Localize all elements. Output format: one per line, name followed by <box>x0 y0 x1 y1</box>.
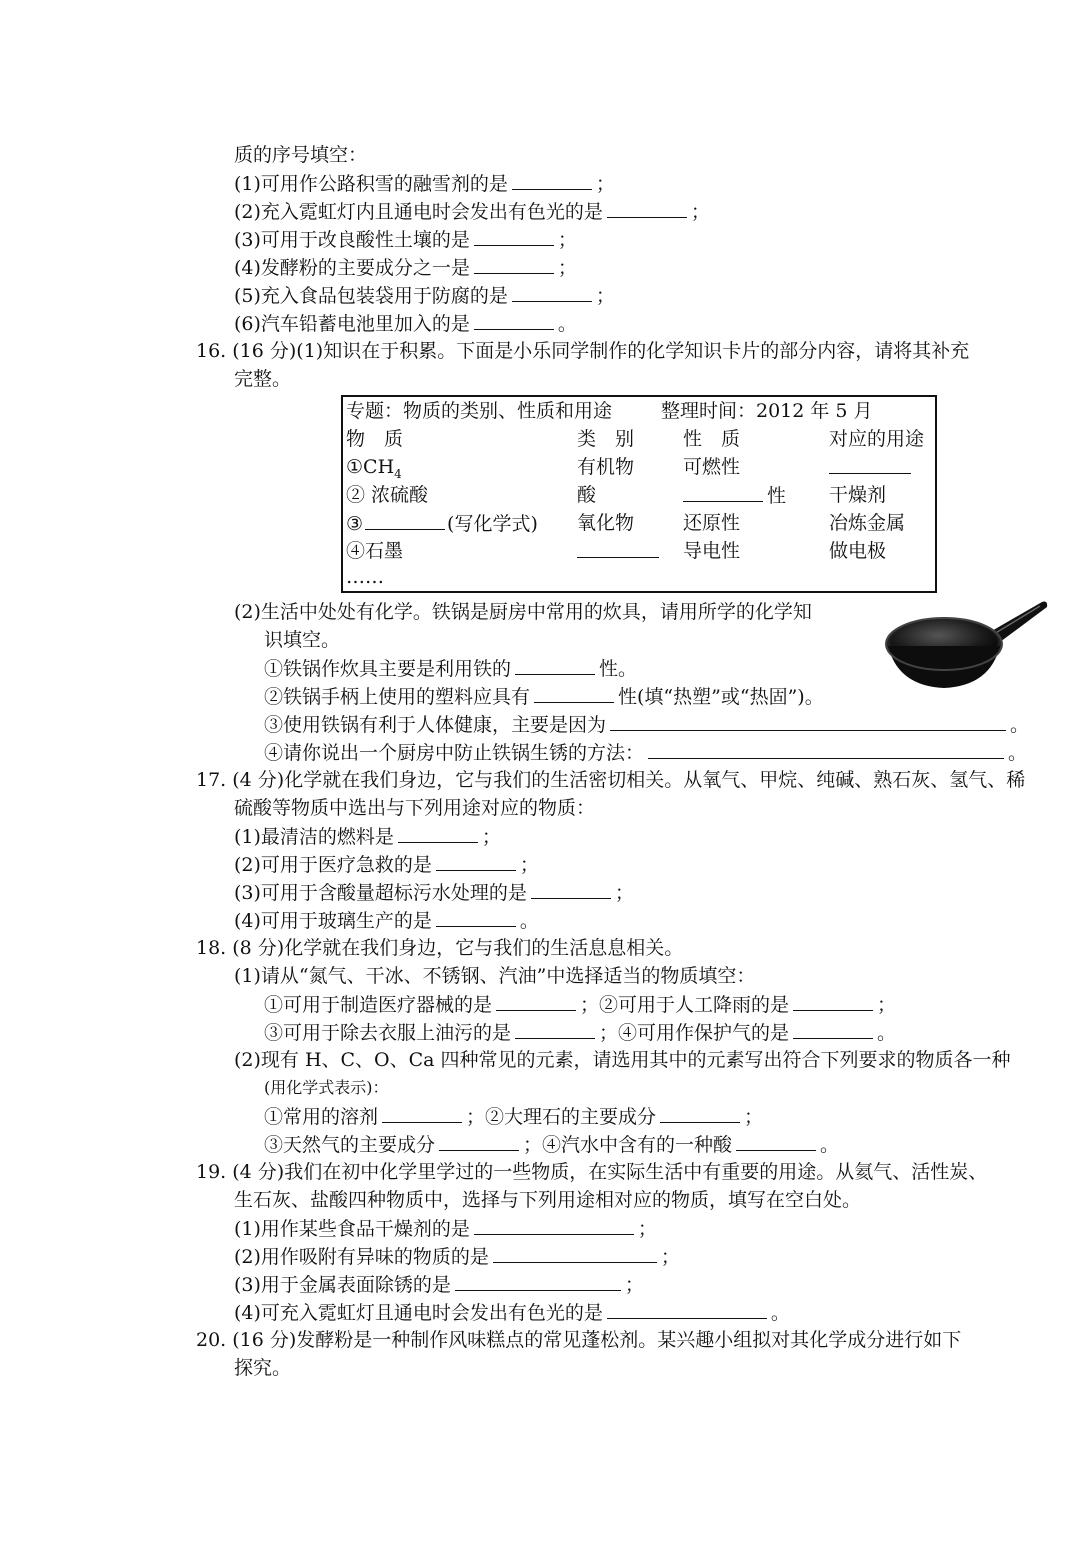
q18-part2-row2: ③天然气的主要成分 ；④汽水中含有的一种酸 。 <box>264 1134 840 1156</box>
q16-s3: ③使用铁锅有利于人体健康，主要是因为 。 <box>264 714 1030 736</box>
q18-part1-row1: ①可用于制造医疗器械的是 ；②可用于人工降雨的是 ； <box>264 994 897 1016</box>
card-r2-use: 干燥剂 <box>829 484 887 506</box>
q15-item-3: (3)可用于改良酸性土壤的是 ； <box>234 229 577 251</box>
q17-item-1: (1)最清洁的燃料是 ； <box>234 826 501 848</box>
q19-item-2: (2)用作吸附有异味的物质的是 ； <box>234 1246 680 1268</box>
card-r3-property: 还原性 <box>683 512 741 534</box>
q16-s2: ②铁锅手柄上使用的塑料应具有 性(填“热塑”或“热固”)。 <box>264 686 824 708</box>
q17-item-3: (3)可用于含酸量超标污水处理的是 ； <box>234 882 634 904</box>
card-r1-category: 有机物 <box>577 456 635 478</box>
knowledge-card <box>341 395 937 593</box>
card-header-property: 性 质 <box>683 428 741 450</box>
card-more: …… <box>346 566 384 588</box>
card-r4-substance: ④石墨 <box>346 540 404 562</box>
q16-s1: ①铁锅作炊具主要是利用铁的 性。 <box>264 658 638 680</box>
q19-item-4: (4)可充入霓虹灯且通电时会发出有色光的是 。 <box>234 1302 790 1324</box>
answer-blank[interactable] <box>736 1132 816 1151</box>
answer-blank[interactable] <box>607 1300 767 1319</box>
card-r1-substance: $①CH_4$ <box>346 456 402 481</box>
card-r2-category: 酸 <box>577 484 597 506</box>
q18-part1: (1)请从“氮气、干冰、不锈钢、汽油”中选择适当的物质填空： <box>234 965 756 987</box>
q19-item-1: (1)用作某些食品干燥剂的是 ； <box>234 1218 657 1240</box>
answer-blank[interactable] <box>610 712 1006 731</box>
card-time: 整理时间：2012 年 5 月 <box>661 400 873 422</box>
card-r4-category-blank[interactable] <box>577 539 659 564</box>
answer-blank[interactable] <box>474 1216 634 1235</box>
answer-blank[interactable] <box>436 908 516 927</box>
card-header-use: 对应的用途 <box>829 428 925 450</box>
q18-part2-line2: (用化学式表示)： <box>264 1078 389 1097</box>
answer-blank[interactable] <box>398 824 478 843</box>
q16-stem-line1: 16. (16 分)(1)知识在于积累。下面是小乐同学制作的化学知识卡片的部分内容，请将其补充 <box>196 340 970 362</box>
q15-item-1: (1)可用作公路积雪的融雪剂的是 ； <box>234 173 615 195</box>
card-r3-category: 氧化物 <box>577 512 635 534</box>
answer-blank[interactable] <box>515 656 595 675</box>
q18-part2-line1: (2)现有 H、C、O、Ca 四种常见的元素，请选用其中的元素写出符合下列要求的物质各一种 <box>234 1049 1011 1071</box>
q15-item-2: (2)充入霓虹灯内且通电时会发出有色光的是 ； <box>234 201 710 223</box>
q18-part1-row2: ③可用于除去衣服上油污的是 ；④可用作保护气的是 。 <box>264 1022 897 1044</box>
answer-blank[interactable] <box>660 1104 740 1123</box>
q15-intro: 质的序号填空： <box>234 144 368 166</box>
card-r4-use: 做电极 <box>829 540 887 562</box>
answer-blank[interactable] <box>793 992 873 1011</box>
answer-blank[interactable] <box>474 227 554 246</box>
answer-blank[interactable] <box>648 740 1004 759</box>
q16-stem-line2: 完整。 <box>234 368 292 390</box>
q19-stem-line1: 19. (4 分)我们在初中化学里学过的一些物质，在实际生活中有重要的用途。从氦气、活性炭、 <box>196 1161 988 1183</box>
card-header-category: 类 别 <box>577 428 635 450</box>
q20-stem-line2: 探究。 <box>234 1357 292 1379</box>
q15-item-5: (5)充入食品包装袋用于防腐的是 ； <box>234 285 615 307</box>
q15-item-6: (6)汽车铅蓄电池里加入的是 。 <box>234 313 577 335</box>
answer-blank[interactable] <box>534 684 614 703</box>
q19-item-3: (3)用于金属表面除锈的是 ； <box>234 1274 644 1296</box>
q19-stem-line2: 生石灰、盐酸四种物质中，选择与下列用途相对应的物质，填写在空白处。 <box>234 1189 862 1211</box>
card-topic: 专题：物质的类别、性质和用途 <box>346 400 613 422</box>
card-r3-use: 冶炼金属 <box>829 512 906 534</box>
q16-s4: ④请你说出一个厨房中防止铁锅生锈的方法： 。 <box>264 742 1028 764</box>
card-r3-substance: ③ (写化学式) <box>346 513 538 535</box>
answer-blank[interactable] <box>436 852 516 871</box>
answer-blank[interactable] <box>793 1020 873 1039</box>
answer-blank[interactable] <box>439 1132 519 1151</box>
frying-pan-image <box>882 598 1048 694</box>
card-r1-use-blank[interactable] <box>829 455 911 480</box>
answer-blank[interactable] <box>382 1104 462 1123</box>
q20-stem-line1: 20. (16 分)发酵粉是一种制作风味糕点的常见蓬松剂。某兴趣小组拟对其化学成分进行如下 <box>196 1329 962 1351</box>
answer-blank[interactable] <box>474 311 554 330</box>
card-r2-substance: ② 浓硫酸 <box>346 484 429 506</box>
answer-blank[interactable] <box>455 1272 621 1291</box>
q16-part2-line2: 识填空。 <box>264 629 341 651</box>
q17-stem-line2: 硫酸等物质中选出与下列用途对应的物质： <box>234 797 596 819</box>
answer-blank[interactable] <box>607 199 687 218</box>
q18-part2-row1: ①常用的溶剂 ；②大理石的主要成分 ； <box>264 1106 764 1128</box>
answer-blank[interactable] <box>496 992 576 1011</box>
q17-stem-line1: 17. (4 分)化学就在我们身边，它与我们的生活密切相关。从氧气、甲烷、纯碱、熟石灰、氢气、稀 <box>196 769 1026 791</box>
card-r4-property: 导电性 <box>683 540 741 562</box>
card-header-substance: 物 质 <box>346 428 404 450</box>
answer-blank[interactable] <box>531 880 611 899</box>
q16-part2-line1: (2)生活中处处有化学。铁锅是厨房中常用的炊具，请用所学的化学知 <box>234 601 812 623</box>
answer-blank[interactable] <box>474 255 554 274</box>
answer-blank[interactable] <box>683 483 763 502</box>
answer-blank[interactable] <box>493 1244 657 1263</box>
answer-blank[interactable] <box>515 1020 595 1039</box>
q17-item-2: (2)可用于医疗急救的是 ； <box>234 854 539 876</box>
card-r2-property: 性 <box>683 483 786 508</box>
card-r1-property: 可燃性 <box>683 456 741 478</box>
q17-item-4: (4)可用于玻璃生产的是 。 <box>234 910 539 932</box>
q15-item-4: (4)发酵粉的主要成分之一是 ； <box>234 257 577 279</box>
q18-stem: 18. (8 分)化学就在我们身边，它与我们的生活息息相关。 <box>196 937 684 959</box>
answer-blank[interactable] <box>512 171 592 190</box>
answer-blank[interactable] <box>365 511 445 530</box>
answer-blank[interactable] <box>512 283 592 302</box>
